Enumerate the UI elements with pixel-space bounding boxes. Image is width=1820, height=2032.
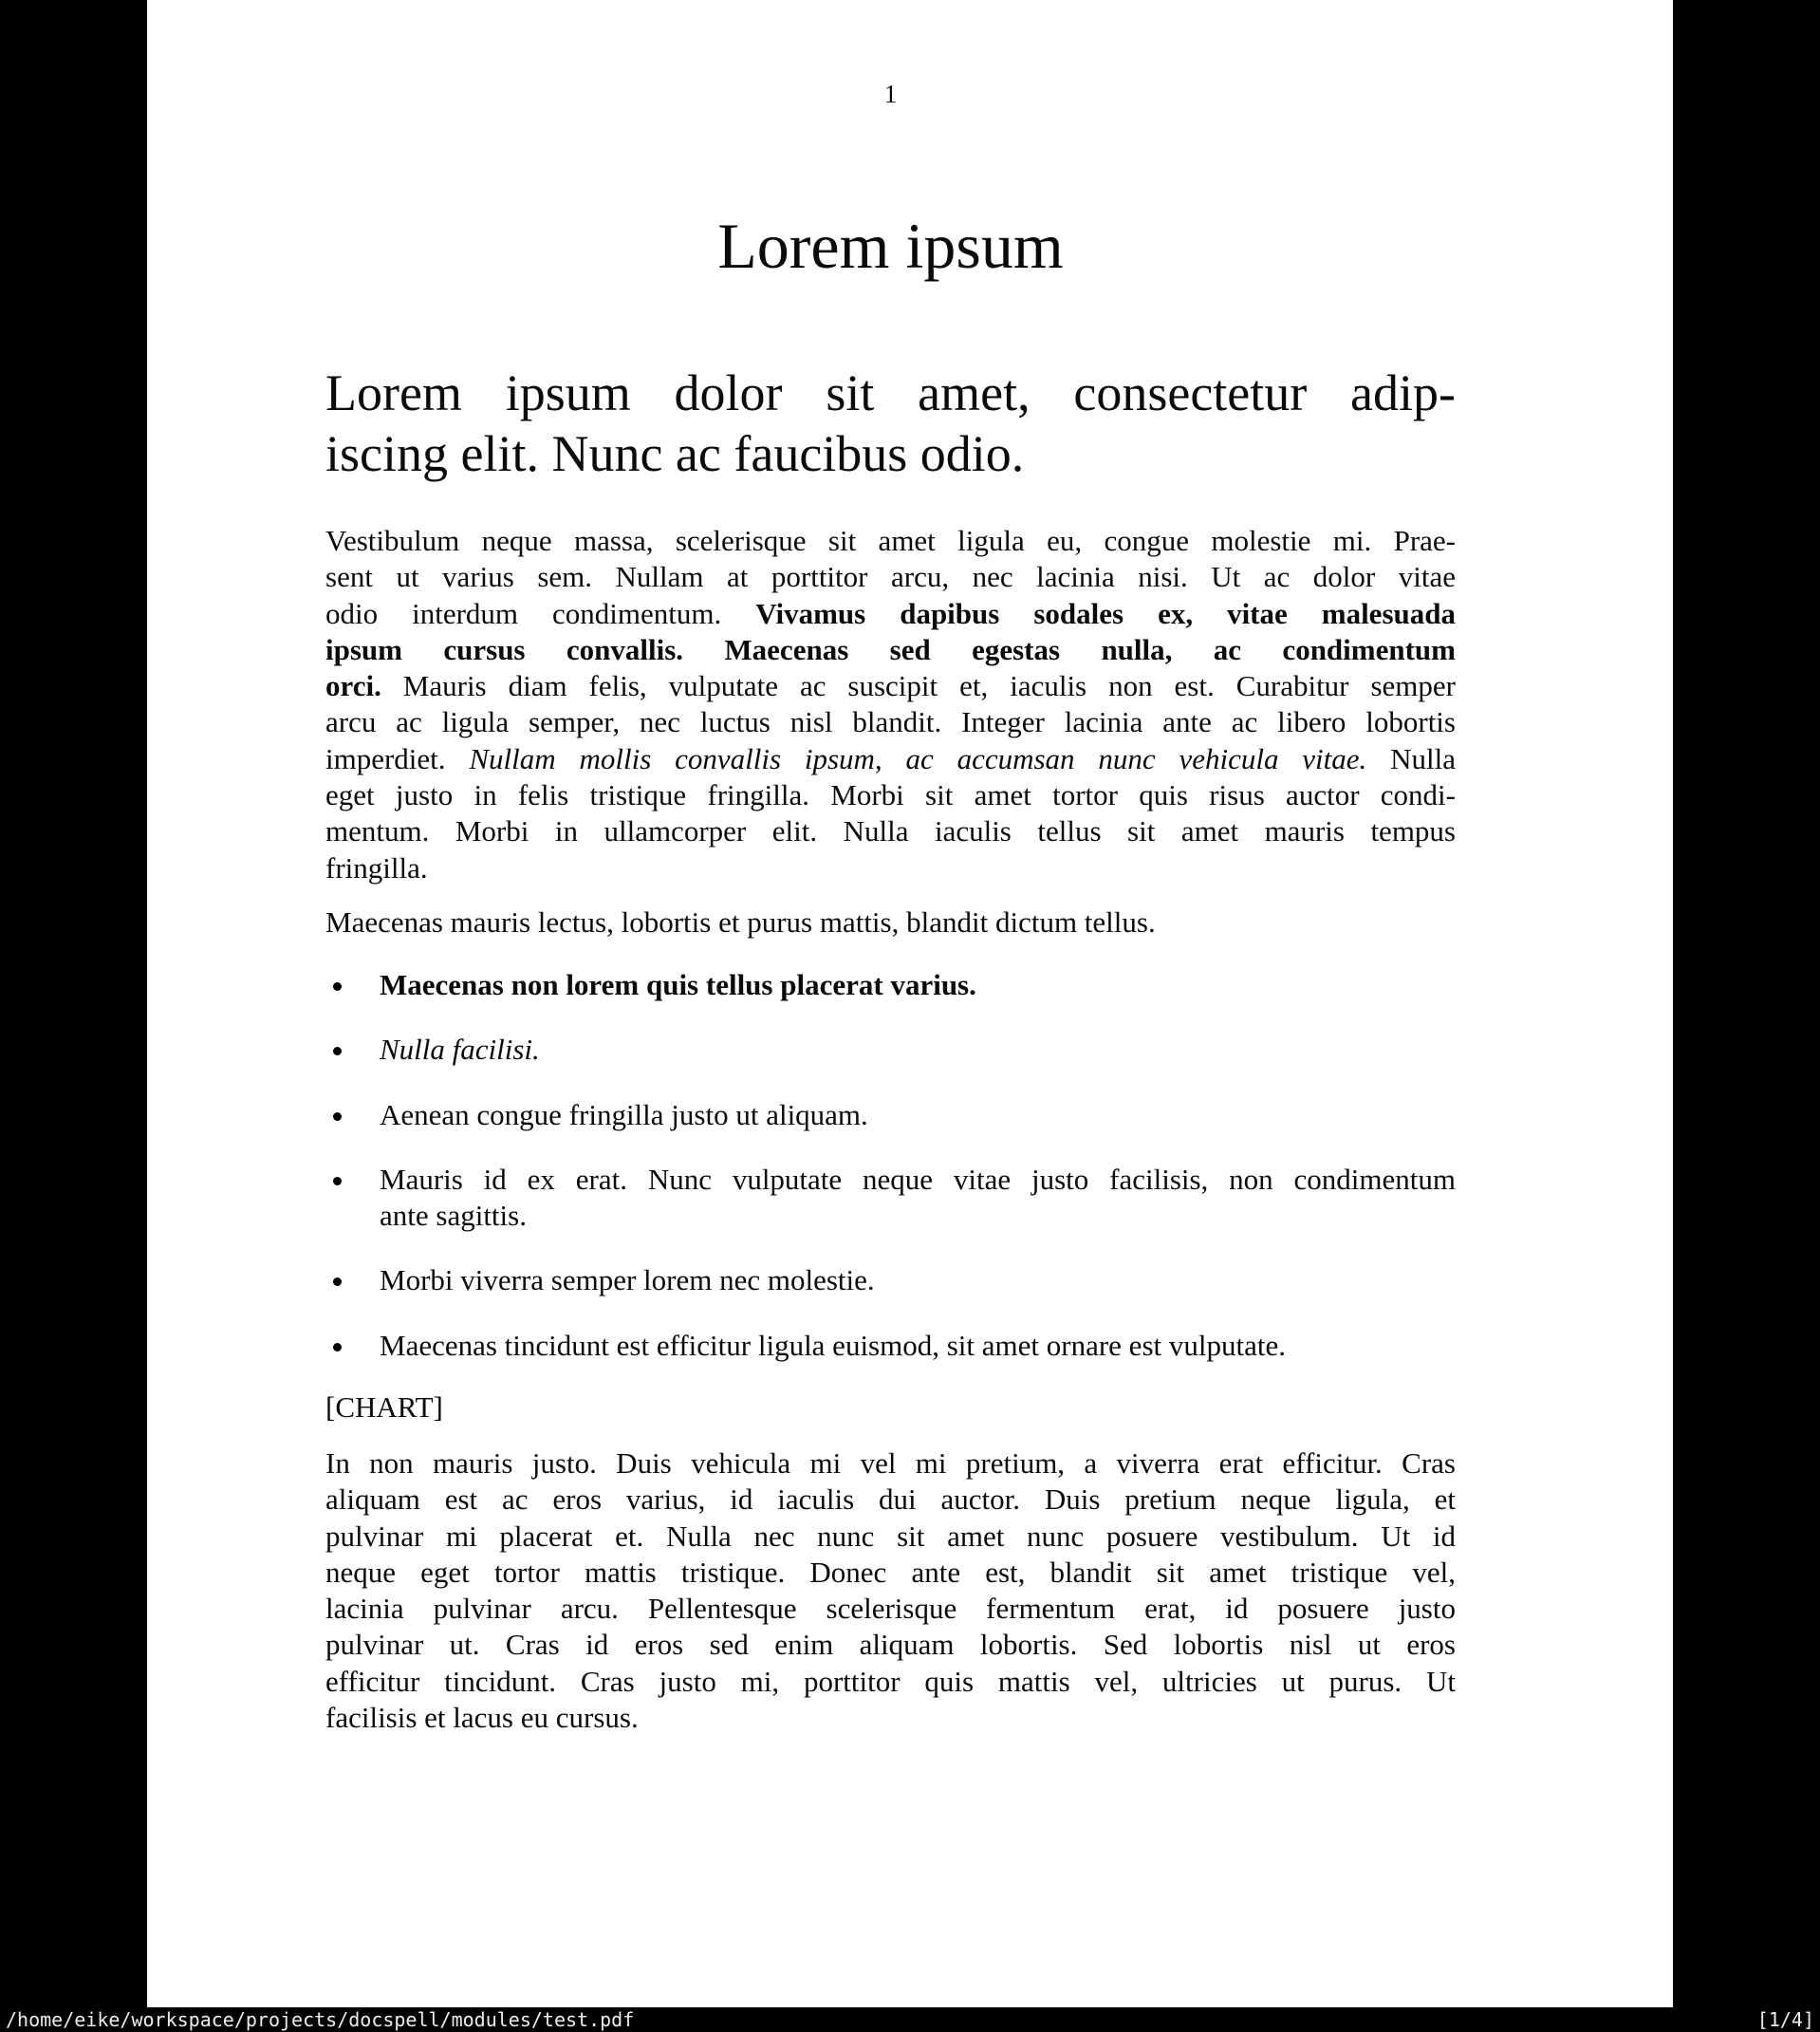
bullet-icon <box>333 1343 342 1352</box>
text-line: mentum. Morbi in ullamcorper elit. Nulla iaculis tellus sit amet mauris tempus <box>325 814 1456 848</box>
text-line: Vestibulum neque massa, scelerisque sit amet ligula eu, congue molestie mi. Prae- <box>325 524 1456 557</box>
text-line: Aenean congue fringilla justo ut aliquam. <box>380 1097 868 1131</box>
statusbar-page-indicator: [1/4] <box>1756 2008 1814 2031</box>
bullet-icon <box>333 1112 342 1121</box>
bullet-icon <box>333 1277 342 1286</box>
page-number: 1 <box>883 80 898 108</box>
chart-placeholder <box>325 1389 1456 1426</box>
statusbar <box>0 2007 1820 2032</box>
list-item <box>325 1097 1456 1133</box>
text-line: Lorem ipsum dolor sit amet, consectetur adip- <box>325 364 1456 421</box>
document-title: Lorem ipsum <box>717 210 1064 282</box>
text-line: imperdiet. Nullam mollis convallis ipsum, ac accumsan nunc vehicula vitae. Nulla <box>325 741 1456 775</box>
chart-placeholder-label: [CHART] <box>325 1390 443 1424</box>
text-line: odio interdum condimentum. Vivamus dapibus sodales ex, vitae malesuada <box>325 596 1456 630</box>
text-line: In non mauris justo. Duis vehicula mi vel mi pretium, a viverra erat efficitur. Cras <box>325 1446 1456 1480</box>
text-line: orci. Mauris diam felis, vulputate ac suscipit et, iaculis non est. Curabitur semper <box>325 669 1456 703</box>
list-item <box>325 1262 1456 1298</box>
statusbar-file-path: /home/eike/workspace/projects/docspell/modules/test.pdf <box>6 2008 635 2031</box>
list-item <box>325 1032 1456 1068</box>
text-line: Nulla facilisi. <box>380 1033 540 1067</box>
text-line: fringilla. <box>325 850 428 885</box>
paragraph <box>325 904 1456 941</box>
text-line: iscing elit. Nunc ac faucibus odio. <box>325 425 1025 482</box>
text-line: Maecenas mauris lectus, lobortis et purus mattis, blandit dictum tellus. <box>325 905 1156 939</box>
paragraph <box>325 1445 1456 1736</box>
pdf-page[interactable] <box>147 0 1673 2008</box>
list-item <box>325 1328 1456 1364</box>
text-line: lacinia pulvinar arcu. Pellentesque scelerisque fermentum erat, id posuere justo <box>325 1592 1456 1626</box>
text-line: efficitur tincidunt. Cras justo mi, porttitor quis mattis vel, ultricies ut purus. Ut <box>325 1664 1456 1698</box>
list-item <box>325 1162 1456 1235</box>
list-item <box>325 967 1456 1003</box>
paragraph <box>325 523 1456 886</box>
text-line: aliquam est ac eros varius, id iaculis dui auctor. Duis pretium neque ligula, et <box>325 1482 1456 1517</box>
text-line: Morbi viverra semper lorem nec molestie. <box>380 1263 875 1297</box>
text-line: Maecenas tincidunt est efficitur ligula euismod, sit amet ornare est vulputate. <box>380 1328 1286 1362</box>
text-line: sent ut varius sem. Nullam at porttitor arcu, nec lacinia nisi. Ut ac dolor vitae <box>325 560 1456 594</box>
text-line: ante sagittis. <box>380 1199 527 1233</box>
bullet-icon <box>333 982 342 991</box>
text-line: facilisis et lacus eu cursus. <box>325 1701 639 1735</box>
section-heading <box>325 363 1456 484</box>
text-line: pulvinar mi placerat et. Nulla nec nunc sit amet nunc posuere vestibulum. Ut id <box>325 1519 1456 1553</box>
text-line: neque eget tortor mattis tristique. Donec ante est, blandit sit amet tristique vel, <box>325 1555 1456 1589</box>
bullet-list <box>325 967 1456 1364</box>
text-line: Maecenas non lorem quis tellus placerat varius. <box>380 968 976 1001</box>
bullet-icon <box>333 1047 342 1055</box>
text-line: ipsum cursus convallis. Maecenas sed egestas nulla, ac condimentum <box>325 632 1456 666</box>
text-line: eget justo in felis tristique fringilla. Morbi sit amet tortor quis risus auctor condi- <box>325 778 1456 812</box>
bullet-icon <box>333 1177 342 1185</box>
text-line: Mauris id ex erat. Nunc vulputate neque vitae justo facilisis, non condimentum <box>380 1162 1456 1196</box>
text-line: pulvinar ut. Cras id eros sed enim aliquam lobortis. Sed lobortis nisl ut eros <box>325 1628 1456 1662</box>
text-line: arcu ac ligula semper, nec luctus nisl blandit. Integer lacinia ante ac libero lobortis <box>325 705 1456 739</box>
